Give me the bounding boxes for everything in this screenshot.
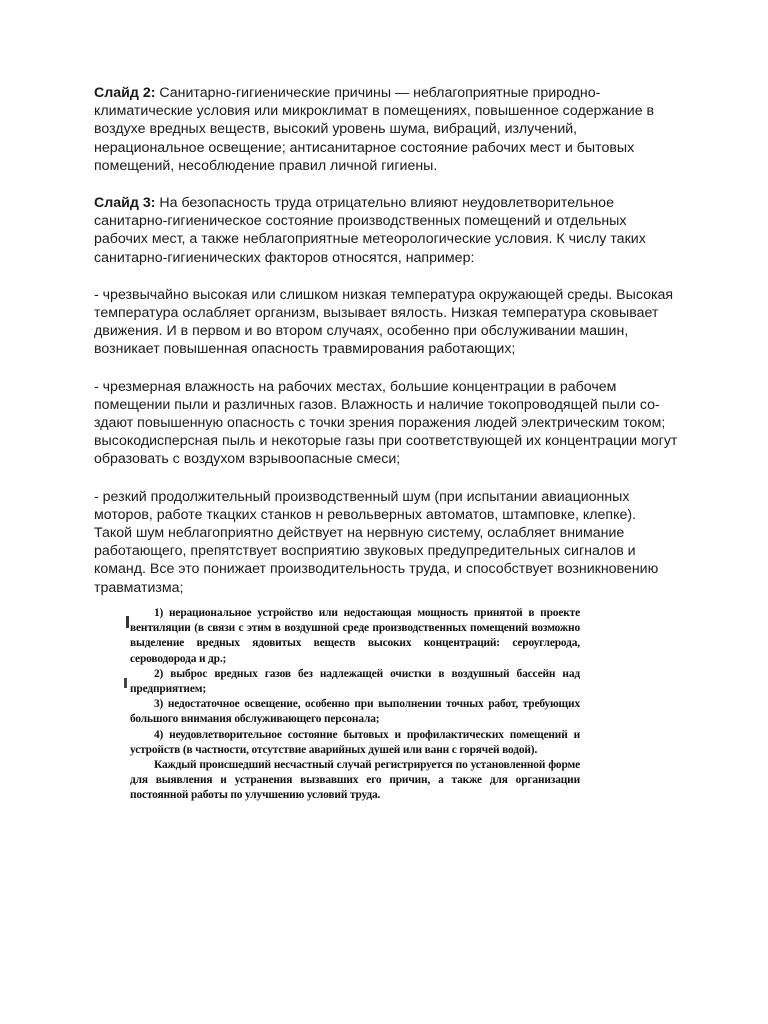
paragraph-text: Санитарно-гигиенические причины — неблагоприятные природно-климатические условия или микроклимат в помещениях, повышенное содержание в воздухе вредных веществ, высокий уровень шума, вибраций, излучений, нерациональное освещение; антисанитарное состояние рабочих мест и бытовых помещений, несоблюдение правил личной гигиены. [94, 85, 655, 174]
paragraph-text: - резкий продолжительный производственный шум (при испытании авиационных моторов, работе ткацких станков н револьверных автоматов, штамповке, клепке). Такой шум неблагоприятно действует на нервную систему, ослабляет внимание работающего, препятствует восприятию звуковых предупредительных сигналов и команд. Все это понижает производительность труда, и способствует возникновению травматизма; [94, 488, 659, 596]
scan-item: 2) выброс вредных газов без надлежащей очистки в воздушный бассейн над предприятием; [130, 667, 580, 696]
document-body [94, 84, 678, 616]
scan-item: 3) недостаточное освещение, особенно при выполнении точных работ, требующих большого внимания обслуживающего персонала; [130, 698, 580, 726]
scan-artifact [126, 616, 129, 628]
paragraph-text: - чрезвычайно высокая или слишком низкая температура окружающей среды. Высокая температура ослабляет организм, вызывает вялость. Низкая температура сковывает движения. И в первом и во втором случаях, особенно при обслуживании машин, возникает повышенная опасность травмирования работающих; [94, 286, 674, 358]
slide-label: Слайд 3: [94, 195, 156, 212]
paragraph-text: - чрезмерная влажность на рабочих местах, большие концентрации в рабочем помещении пыли и различных газов. Влажность и наличие токопроводящей пыли со-здают повышенную опасность с точки зрения поражения людей электрическим током; высокодисперсная пыль и некоторые газы при соответствующей их концентрации могут образовать с воздухом взрывоопасные смеси; [94, 378, 678, 468]
paragraph-humidity [94, 378, 678, 469]
scan-item: 1) нерациональное устройство или недостающая мощность принятой в проекте вентиляции (в связи с этим в воздушной среде производственных помещений возможно выделение вредных ядовитых веществ высоких концентраций: сероуглерода, сероводорода и др.; [130, 607, 580, 665]
paragraph-slide-2 [94, 84, 678, 175]
scan-item: 4) неудовлетворительное состояние бытовых и профилактических помещений и устройств (в частности, отсутствие аварийных душей или ванн с горячей водой). [130, 728, 580, 756]
paragraph-temperature [94, 286, 678, 359]
scan-conclusion: Каждый происшедший несчастный случай регистрируется по установленной форме для выявления и устранения вызвавших его причин, а также для организации постоянной работы по улучшению условий труда. [130, 759, 580, 802]
scan-artifact [124, 678, 127, 688]
paragraph-slide-3 [94, 194, 678, 267]
paragraph-noise [94, 488, 678, 597]
slide-label: Слайд 2: [94, 85, 156, 101]
paragraph-text: На безопасность труда отрицательно влияют неудовлетворительное санитарно-гигиеническое состояние производственных помещений и отдельных рабочих мест, а также неблагоприятные метеорологические условия. К числу таких санитарно-гигиенических факторов относятся, например: [94, 195, 646, 266]
scanned-text-image [122, 600, 590, 802]
